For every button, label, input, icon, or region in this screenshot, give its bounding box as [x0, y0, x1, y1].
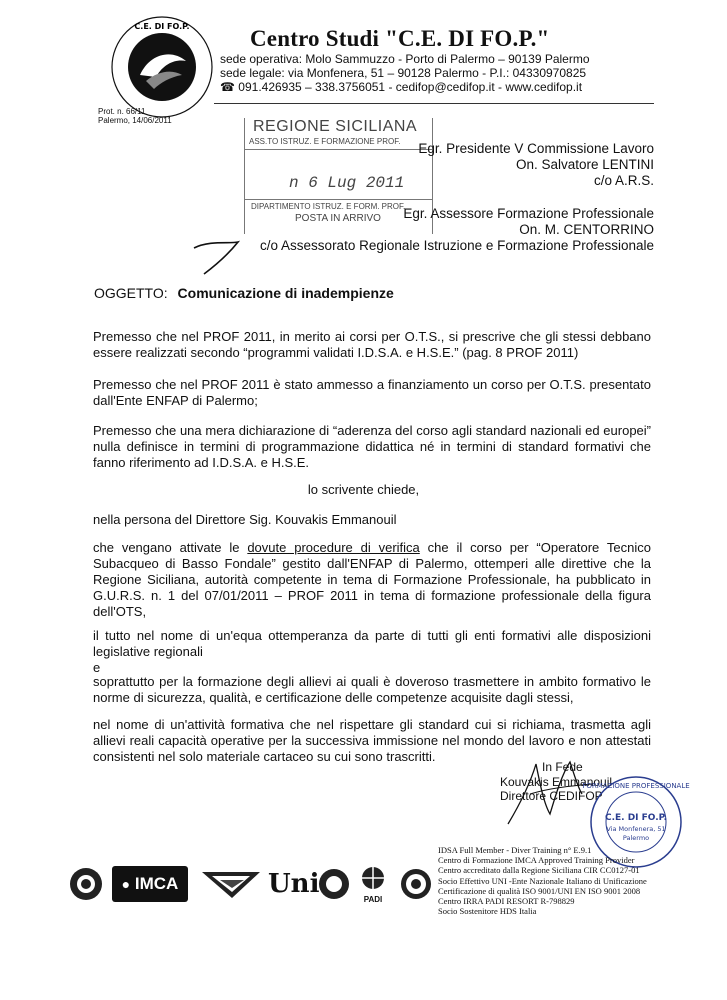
diver-logo-icon	[200, 866, 262, 902]
paragraph-premesso-1: Premesso che nel PROF 2011, in merito ai corsi per O.T.S., si prescrive che gli stessi debbano essere realizzati secondo “programmi validati I.D.S.A. e H.S.E.” (pag. 8 PROF 2011)	[93, 329, 651, 360]
recipient-line: Egr. Presidente V Commissione Lavoro	[418, 141, 654, 156]
paragraph-premesso-2: Premesso che nel PROF 2011 è stato ammesso a finanziamento un corso per O.T.S. presentato dall'Ente ENFAP di Palermo;	[93, 377, 651, 408]
paragraph-premesso-3: Premesso che una mera dichiarazione di “aderenza del corso agli standard nazionali ed europei” nulla definisce in termini di programmazione didattica né in termini di standard formativi che fanno riferimento ad I.D.S.A. e H.S.E.	[93, 423, 651, 470]
imca-logo	[112, 866, 188, 902]
signature-title: Direttore CEDIFOP	[500, 789, 603, 803]
subject-text: Comunicazione di inadempienze	[177, 285, 394, 301]
paragraph-richiesta	[93, 540, 651, 620]
cert-line: IDSA Full Member - Diver Training n° E.9.1	[438, 845, 592, 855]
address-line-legale: sede legale: via Monfenera, 51 – 90128 Palermo - P.I.: 04330970825	[220, 66, 587, 80]
stamp-assessorato: ASS.TO ISTRUZ. E FORMAZIONE PROF.	[249, 137, 401, 146]
richiesta-underlined: dovute procedure di verifica	[247, 540, 420, 555]
stamp-region: REGIONE SICILIANA	[253, 118, 418, 135]
cedifop-logo	[110, 15, 214, 119]
footer-certifications	[438, 845, 688, 916]
idsa-logo-icon	[66, 866, 106, 902]
protocol-date: Palermo, 14/06/2011	[98, 116, 172, 125]
quality-cert-icon	[316, 866, 352, 902]
logo-ring-top: C.E. DI FO.P.	[134, 22, 190, 31]
paragraph-soprattutto: soprattutto per la formazione degli allievi ai quali è doveroso trasmettere in ambito formativo le norme di sicurezza, qualità, e certificazione delle competenze acquisite dagli stessi,	[93, 674, 651, 705]
cert-line: Socio Sostenitore HDS Italia	[438, 906, 537, 917]
contact-line	[220, 80, 582, 94]
recipient-line: On. Salvatore LENTINI	[515, 157, 654, 172]
seal-address-text: Via Monfenera, 51	[606, 825, 666, 833]
recipient-line: c/o Assessorato Regionale Istruzione e Formazione Professionale	[260, 238, 654, 253]
cert-line: Centro IRRA PADI RESORT R-798829	[438, 896, 575, 907]
org-name: Centro Studi "C.E. DI FO.P."	[250, 26, 550, 51]
cert-line: Centro accreditato dalla Regione Siciliana CIR CC0127-01	[438, 865, 640, 876]
richiesta-text-start: che vengano attivate le	[93, 540, 248, 555]
subject-line	[94, 285, 394, 301]
imca-logo-text: IMCA	[134, 874, 179, 893]
stamp-separator	[245, 149, 432, 150]
seal-ring-text: FORMAZIONE PROFESSIONALE	[582, 782, 690, 790]
cert-line: Certificazione di qualità ISO 9001/UNI EN ISO 9001 2008	[438, 885, 641, 896]
protocol-number: Prot. n. 66/11	[98, 107, 146, 116]
cert-line: Centro di Formazione IMCA Approved Training Provider	[438, 855, 635, 866]
stamp-separator	[245, 199, 432, 200]
padi-logo	[356, 866, 390, 902]
uni-logo: Uni	[268, 869, 320, 899]
handwritten-scribble-icon	[190, 236, 250, 276]
stamp-dipartimento: DIPARTIMENTO ISTRUZ. E FORM. PROF.	[251, 202, 406, 211]
paragraph-direttore: nella persona del Direttore Sig. Kouvakis Emmanouil	[93, 512, 397, 527]
padi-logo-text: PADI	[363, 895, 383, 904]
seal-city-text: Palermo	[622, 834, 650, 842]
seal-center-text: C.E. DI FO.P.	[604, 813, 668, 823]
hds-logo-icon	[398, 866, 434, 902]
signature-name: Kouvakis Emmanouil	[500, 775, 613, 789]
paragraph-equa-ottemperanza: il tutto nel nome di un'equa ottemperanza da parte di tutti gli enti formativi alle disposizioni legislative regionali	[93, 628, 651, 659]
paragraph-attivita-formativa: nel nome di un'attività formativa che nel rispettare gli standard cui si richiama, trasmetta agli allievi reali capacità operative per la successiva immissione nel mondo del lavoro e non attestati consistenti nel solo materiale cartaceo su cui sono trascritti.	[93, 717, 651, 764]
header-divider	[214, 103, 654, 104]
richiesta-text-end: che il corso per “Operatore Tecnico Subacqueo di Basso Fondale” gestito dall'ENFAP di Palermo, ottemperi alle direttive che la Regione Siciliana, autorità competente in tema di Formazione Professionale, ha pubblicato in G.U.R.S. n. 1 del 07/01/2011 – PROF 2011 in tema di formazione professionale della figura dell'OTS,	[93, 540, 651, 619]
recipient-line: c/o A.R.S.	[593, 173, 654, 188]
recipient-assessore	[260, 206, 654, 254]
padi-globe-icon	[356, 866, 390, 890]
phone-icon: ☎	[220, 80, 235, 94]
paragraph-conjunction: e	[93, 660, 101, 675]
recipient-line: Egr. Assessore Formazione Professionale	[403, 206, 654, 221]
address-line-operativa: sede operativa: Molo Sammuzzo - Porto di Palermo – 90139 Palermo	[220, 52, 590, 66]
globe-icon: ●	[121, 876, 131, 892]
recipient-line: On. M. CENTORRINO	[519, 222, 654, 237]
stamp-date: n 6 Lug 2011	[289, 174, 405, 192]
contact-text: 091.426935 – 338.3756051 - cedifop@cedifop.it - www.cedifop.it	[238, 80, 583, 94]
cert-line: Socio Effettivo UNI -Ente Nazionale Italiano di Unificazione	[438, 875, 647, 886]
paragraph-chiede: lo scrivente chiede,	[307, 482, 420, 497]
recipient-presidente	[418, 141, 654, 189]
subject-label: OGGETTO:	[94, 285, 168, 301]
stamp-posta: POSTA IN ARRIVO	[295, 213, 381, 224]
signature-closing: In Fede	[542, 760, 583, 774]
